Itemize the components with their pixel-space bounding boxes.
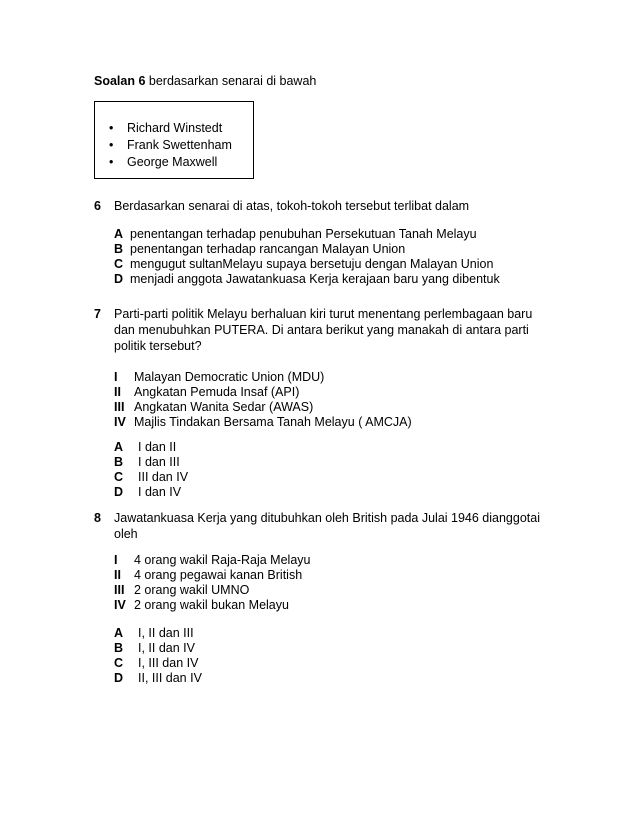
question-7-item-i: I Malayan Democratic Union (MDU) xyxy=(114,370,325,384)
question-8-choice-d: D II, III dan IV xyxy=(114,671,202,685)
bullet-icon: • xyxy=(109,121,114,135)
question-8-choice-b: B I, II dan IV xyxy=(114,641,195,655)
question-7-choice-d: D I dan IV xyxy=(114,485,182,499)
question-8-item-i: I 4 orang wakil Raja-Raja Melayu xyxy=(114,553,311,567)
question-8-item-iv: IV 2 orang wakil bukan Melayu xyxy=(114,598,289,612)
list-item: • Richard Winstedt xyxy=(109,121,223,135)
intro-rest: berdasarkan senarai di bawah xyxy=(145,74,317,88)
question-8-choice-a: A I, II dan III xyxy=(114,626,194,640)
question-7-item-ii: II Angkatan Pemuda Insaf (API) xyxy=(114,385,300,399)
names-box xyxy=(94,101,254,179)
question-6-number: 6 xyxy=(94,199,101,213)
question-6-text: Berdasarkan senarai di atas, tokoh-tokoh tersebut terlibat dalam xyxy=(114,199,470,213)
names-list xyxy=(109,120,232,171)
question-8-item-ii: II 4 orang pegawai kanan British xyxy=(114,568,303,582)
question-7-text: Parti-parti politik Melayu berhaluan kiri turut menentang perlembagaan baru dan menubuhkan PUTERA. Di antara berikut yang manakah di antara parti politik tersebut? xyxy=(114,307,533,353)
question-6-option-b: B penentangan terhadap rancangan Malayan Union xyxy=(114,242,406,256)
bullet-icon: • xyxy=(109,138,114,152)
question-8-item-iii: III 2 orang wakil UMNO xyxy=(114,583,250,597)
question-7-number: 7 xyxy=(94,307,101,321)
question-6-option-c: C mengugut sultanMelayu supaya bersetuju dengan Malayan Union xyxy=(114,257,494,271)
question-7-choice-b: B I dan III xyxy=(114,455,180,469)
question-8-text: Jawatankuasa Kerja yang ditubuhkan oleh British pada Julai 1946 dianggotai oleh xyxy=(114,511,540,541)
list-item: • Frank Swettenham xyxy=(109,138,232,152)
question-7-choice-c: C III dan IV xyxy=(114,470,189,484)
question-7-item-iii: III Angkatan Wanita Sedar (AWAS) xyxy=(114,400,314,414)
section-intro xyxy=(94,73,316,89)
list-item: • George Maxwell xyxy=(109,155,218,169)
question-6-option-d: D menjadi anggota Jawatankuasa Kerja kerajaan baru yang dibentuk xyxy=(114,272,500,286)
question-7-choice-a: A I dan II xyxy=(114,440,177,454)
question-8-number: 8 xyxy=(94,511,101,525)
question-8-choice-c: C I, III dan IV xyxy=(114,656,199,670)
question-7-item-iv: IV Majlis Tindakan Bersama Tanah Melayu ( AMCJA) xyxy=(114,415,412,429)
question-6-option-a: A penentangan terhadap penubuhan Persekutuan Tanah Melayu xyxy=(114,227,477,241)
intro-bold: Soalan 6 xyxy=(94,74,146,88)
bullet-icon: • xyxy=(109,155,114,169)
